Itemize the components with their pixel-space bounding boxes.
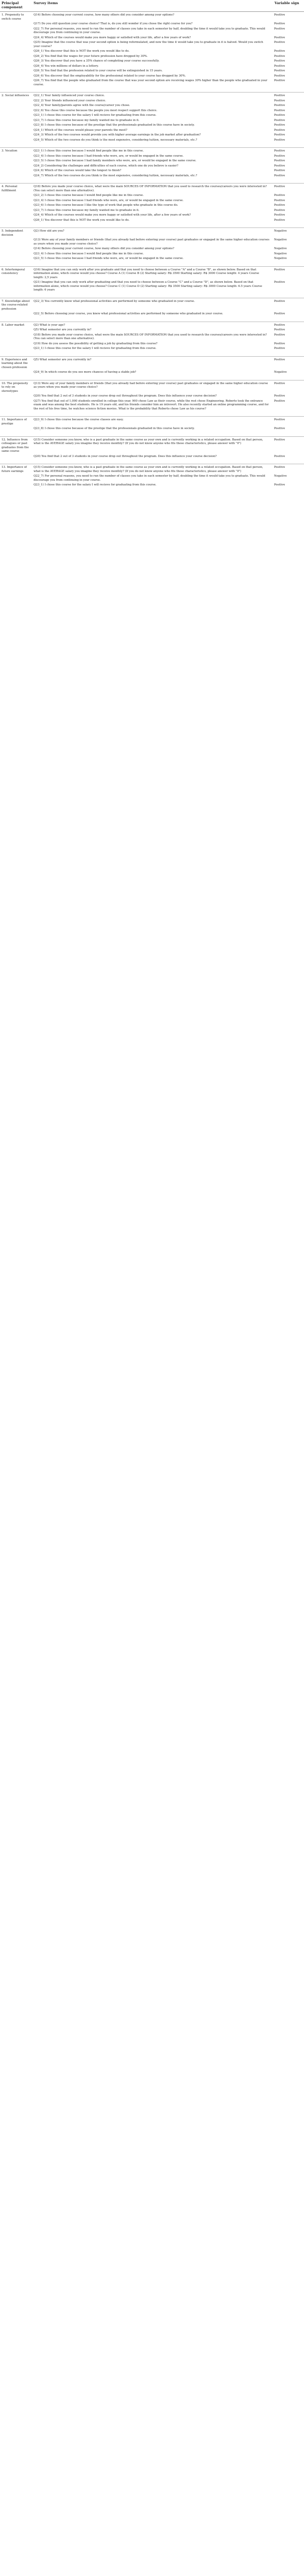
table-row (0, 346, 304, 356)
variable-sign-cell: Positive (274, 27, 285, 31)
table-row (0, 118, 304, 124)
empty-component-cell (0, 133, 32, 138)
empty-component-cell (0, 399, 32, 417)
empty-component-cell (0, 22, 32, 27)
variable-sign-cell: Negative (274, 247, 287, 250)
survey-item-cell: Q22_5) Before choosing your course, you knew what professional activities are performed by someone who graduated in your course. (34, 312, 223, 315)
table-row (0, 133, 304, 138)
principal-component-cell: 3. Vocation (0, 148, 32, 154)
survey-item-cell: Q24_3) Which of the two courses would provide you with higher average earnings in the job market after graduation? (34, 133, 201, 136)
survey-item-cell: Q23_1) I chose this course for the salary I will recieve for graduating from this course. (34, 483, 157, 486)
table-row (0, 79, 304, 93)
variable-sign-cell: Positive (274, 133, 285, 136)
empty-component-cell (0, 154, 32, 159)
empty-component-cell (0, 59, 32, 64)
survey-item-cell: Q23_8) I chose this course because of the prestige that the professionals graduated in this course have in society. (34, 427, 195, 430)
variable-sign-cell: Positive (274, 454, 285, 458)
variable-sign-cell: Negative (273, 228, 304, 238)
survey-item-cell: Q18) Before you made your course choice, what were the main SOURCES OF INFORMATION that you used to research the courses/careers you were interested in? (You can select more than one alternative). (34, 333, 267, 340)
table-row (0, 27, 304, 36)
variable-sign-cell: Positive (274, 54, 285, 58)
table-row (0, 99, 304, 104)
variable-sign-cell: Positive (274, 118, 285, 122)
survey-item-cell: Q24_4) Which of the courses would make you more happy or satisfied with your life, after a few years of work? (34, 214, 191, 217)
table-row (0, 312, 304, 322)
table-row (0, 74, 304, 79)
empty-component-cell (0, 164, 32, 169)
table-row (0, 40, 304, 49)
variable-sign-cell: Negative (274, 252, 287, 255)
table-row (0, 22, 304, 27)
survey-item-cell: Q21) Imagine that you can only work after graduating and that you need to choose between a Course "C" and a Course "D", as shown below. Based on that information alone, which course would you choose? Course C (1) Course D (2) Starting salary: R$ 3500 Starting salary: R$ 3000 Course length: 6.5 years Course length: 6 years (34, 281, 262, 292)
survey-item-cell: Q16) Imagine that you can only work after you graduate and that you need to choose between a Course "A" and a Course "B", as shown below. Based on that information alone, which course would you choose? Course A (1) Course B (2) Starting salary: R$ 3500 Starting salary: R$ 3000 Course length: 4 years Course length: 2,5 years (32, 266, 273, 280)
survey-item-cell: Q26_5) You find that the profession related to your course will be extinguished in 15 years. (34, 69, 163, 72)
table-row (0, 123, 304, 128)
table-row (0, 394, 304, 399)
empty-component-cell (0, 103, 32, 109)
table-row (0, 36, 304, 41)
survey-item-cell: Q13) Were any of your family members or friends (that you already had before entering your course) past graduates or engaged in the same higher education courses as yours when you made your course choice? (34, 238, 270, 246)
empty-component-cell (0, 49, 32, 54)
variable-sign-cell: Negative (274, 257, 287, 260)
survey-item-cell: Q14) Before choosing your current course, how many others did you consider among your options? (34, 247, 174, 250)
table-body (0, 12, 304, 493)
survey-item-cell: Q23_8) I chose this course because of the prestige that the professionals graduated in this course have in society. (34, 124, 195, 127)
empty-component-cell (0, 159, 32, 164)
variable-sign-cell: Positive (274, 394, 285, 398)
empty-component-cell (0, 74, 32, 79)
survey-item-cell: Q22_4) Your family/parents agree with the course/career you chose. (34, 104, 130, 107)
variable-sign-cell: Positive (274, 208, 285, 212)
table-row (0, 228, 304, 238)
empty-component-cell (0, 342, 32, 347)
principal-component-cell: 13. Importance of future earnings (0, 464, 32, 475)
survey-item-cell: Q24_9) In which course do you see more chances of having a stable job? (34, 371, 136, 374)
survey-item-cell: Q20) You find that 2 out of 3 students in your course drop out throughout the program. Does this influence your course decision? (34, 394, 217, 398)
table-row (0, 169, 304, 174)
variable-sign-cell: Positive (273, 184, 304, 194)
variable-sign-cell: Positive (273, 322, 304, 328)
header-principal-component: Principal component (0, 0, 32, 12)
header-survey-items: Survey items (32, 0, 273, 12)
survey-item-cell: Q23_4) I chose this course because I would find people like me in this course. (34, 252, 144, 255)
variable-sign-cell: Positive (274, 159, 285, 162)
empty-component-cell (0, 394, 32, 399)
variable-sign-cell: Positive (274, 59, 285, 63)
survey-item-cell: Q23_2) I chose this course because I would find people like me in this course. (34, 194, 144, 197)
survey-item-cell: Q23_7) I chose this course because my family wanted me to graduate in it. (34, 118, 140, 122)
table-row (0, 59, 304, 64)
table-row (0, 426, 304, 436)
empty-component-cell (0, 256, 32, 266)
empty-component-cell (0, 118, 32, 124)
variable-sign-cell: Positive (274, 22, 285, 25)
variable-sign-cell: Positive (274, 483, 285, 486)
empty-component-cell (0, 193, 32, 199)
survey-item-cell: Q26_1) You discover that this is NOT the work you would like to do. (34, 50, 130, 53)
table-row (0, 128, 304, 133)
variable-sign-cell: Positive (273, 464, 304, 475)
variable-sign-cell: Positive (274, 124, 285, 127)
table-row (0, 12, 304, 22)
survey-item-cell: Q23_9) I chose this course because the course classes are easy. (32, 417, 273, 427)
table-row (0, 298, 304, 312)
survey-item-cell: Q23_7) I chose this course because my family wanted me to graduate in it. (34, 208, 140, 212)
empty-component-cell (0, 54, 32, 59)
survey-item-cell: Q22_2) Your friends influenced your course choice. (34, 99, 106, 102)
empty-component-cell (0, 36, 32, 41)
survey-item-cell: Q26_7) You find that the people who graduated from the course that was your second option are receiving wages 30% higher than the people who graduated in your course. (34, 79, 268, 86)
variable-sign-cell: Positive (274, 69, 285, 72)
variable-sign-cell: Positive (274, 99, 285, 102)
survey-item-cell: Q22_6) You chose this course because the people you most respect support this choice. (34, 109, 158, 112)
variable-sign-cell: Positive (274, 109, 285, 112)
table-row (0, 93, 304, 99)
survey-item-cell: Q15) Consider someone you know, who is a past graduate in the same course as your own and is currently working in a related occupation. Based on that person, what is the AVERAGE salary you imagine they receive monthly? (If you do not know anyone who fits these characteristics, please answer with "0") (32, 436, 273, 454)
empty-component-cell (0, 280, 32, 298)
empty-component-cell (0, 346, 32, 356)
principal-component-cell: 8. Labor market (0, 322, 32, 328)
survey-item-cell: Q19) How do you assess the possibility of getting a job by graduating from this course? (34, 342, 158, 345)
survey-item-cell: Q18) Before you made your course choice, what were the main SOURCES OF INFORMATION that you used to research the courses/careers you were interested in? (You can select more than one alternative). (32, 184, 273, 194)
empty-component-cell (0, 79, 32, 93)
empty-component-cell (0, 252, 32, 257)
variable-sign-cell: Positive (274, 74, 285, 78)
variable-sign-cell: Positive (274, 218, 285, 222)
survey-item-cell: Q26_1) You discover that this is NOT the work you would like to do. (34, 218, 130, 222)
empty-component-cell (0, 174, 32, 184)
principal-component-cell: 12. Influence from colleagues or past graduates from the same course (0, 436, 32, 454)
survey-item-cell: Q23_1) I chose this course for the salary I will recieve for graduating from this course. (34, 114, 157, 117)
table-row (0, 333, 304, 342)
empty-component-cell (0, 426, 32, 436)
table-row (0, 464, 304, 475)
table-row (0, 342, 304, 347)
variable-sign-cell: Positive (274, 174, 285, 177)
table-row (0, 208, 304, 214)
empty-component-cell (0, 218, 32, 228)
empty-component-cell (0, 208, 32, 214)
empty-component-cell (0, 370, 32, 380)
survey-item-cell: Q20) You find that 2 out of 3 students in your course drop out throughout the program. Does this influence your course decision? (34, 454, 217, 458)
table-row (0, 213, 304, 218)
table-row (0, 454, 304, 464)
table-row (0, 174, 304, 184)
table-row (0, 322, 304, 328)
variable-sign-cell: Positive (273, 356, 304, 370)
survey-item-cell: Q23_5) I chose this course because I had friends who were, are, or would be engaged in the same course. (34, 257, 184, 260)
table-row (0, 218, 304, 228)
table-row (0, 328, 304, 333)
table-row (0, 103, 304, 109)
table-row (0, 113, 304, 118)
empty-component-cell (0, 247, 32, 252)
variable-sign-cell: Positive (274, 154, 285, 158)
table-row (0, 49, 304, 54)
empty-component-cell (0, 328, 32, 333)
table-row (0, 247, 304, 252)
variable-sign-cell: Positive (274, 427, 285, 430)
table-row (0, 280, 304, 298)
table-row (0, 164, 304, 169)
survey-item-cell: Q5) What semester are you currently in? (34, 328, 92, 331)
empty-component-cell (0, 454, 32, 464)
table-row (0, 54, 304, 59)
variable-sign-cell: Positive (274, 204, 285, 207)
empty-component-cell (0, 64, 32, 69)
principal-component-cell: 7. Knowledge about the course-related profession (0, 298, 32, 312)
table-row (0, 138, 304, 148)
variable-sign-cell: Positive (273, 148, 304, 154)
empty-component-cell (0, 203, 32, 208)
table-row (0, 159, 304, 164)
principal-component-cell: 6. Intertemporal consistency (0, 266, 32, 280)
survey-item-cell: Q23_1) I chose this course for the salary I will recieve for graduating from this course. (34, 347, 157, 350)
table-row (0, 436, 304, 454)
survey-item-cell: Q27) You find that out of 1,000 students enrolled in college this year, 900 chose Law as their course, while the rest chose Engineering. Roberto took the entrance exam and was among the best students. He is 19 years old, and his friends consider him an introvert. He also recently started an online programming course, and for the rest of his free time, he watches science fiction movies. What is the probability that Roberto chose Law as his course? (34, 399, 269, 410)
survey-item-cell: Q24_1) Which of the courses would please your parents the most? (34, 128, 128, 132)
variable-sign-cell: Positive (274, 128, 285, 132)
survey-item-cell: Q24_6) Which of the courses would take the longest to finish? (34, 169, 121, 172)
survey-item-cell: Q22_3) You currently know what professional activities are performed by someone who graduated in your course. (32, 298, 273, 312)
empty-component-cell (0, 69, 32, 74)
variable-sign-cell: Positive (274, 347, 285, 350)
empty-component-cell (0, 40, 32, 49)
empty-component-cell (0, 113, 32, 118)
empty-component-cell (0, 99, 32, 104)
table-row (0, 356, 304, 370)
table-row (0, 370, 304, 380)
variable-sign-cell: Positive (273, 93, 304, 99)
document (0, 0, 304, 493)
principal-component-cell: 4. Personal fulfillment (0, 184, 32, 194)
variable-sign-cell: Positive (274, 328, 285, 331)
survey-item-cell: Q23_1) I chose this course because I would find people like me in this course. (32, 148, 273, 154)
table-row (0, 417, 304, 427)
variable-sign-cell: Positive (273, 298, 304, 312)
table-row (0, 474, 304, 483)
variable-sign-cell: Positive (274, 399, 285, 403)
survey-item-cell: Q15) Consider someone you know, who is a past graduate in the same course as your own and is currently working in a related occupation. Based on that person, what is the AVERAGE salary you imagine they receive monthly? (If you do not know anyone who fits these characteristics, please answer with "0") (32, 464, 273, 475)
table-row (0, 266, 304, 280)
survey-item-cell: Q26_3) You discover that you have a 35% chance of completing your course successfully. (34, 59, 160, 63)
survey-item-cell: Q24_7) Which of the two courses do you think is the most expensive, considering tuition, necessary materials, etc.? (34, 174, 197, 177)
survey-item-cell: Q25) Imagine that the course that was your second option is being reformulated, and now the time it would take you to graduate in it is halved. Would you switch your course? (34, 41, 263, 48)
principal-component-cell: 5. Independent decision (0, 228, 32, 238)
survey-item-cell: Q5) What semester are you currently in? (32, 356, 273, 370)
table-row (0, 64, 304, 69)
survey-item-cell: Q14) Before choosing your current course, how many others did you consider among your options? (32, 12, 273, 22)
table-row (0, 483, 304, 493)
empty-component-cell (0, 474, 32, 483)
survey-item-cell: Q26_2) You find that the wages for your future profession have dropped by 30%. (34, 54, 148, 58)
variable-sign-cell: Positive (274, 214, 285, 217)
empty-component-cell (0, 27, 32, 36)
variable-sign-cell: Positive (274, 281, 285, 284)
variable-sign-cell: Positive (274, 312, 285, 315)
survey-item-cell: Q13) Were any of your family members or friends (that you already had before entering your course) past graduates or engaged in the same higher education course as yours when you made your course choice? (32, 380, 273, 394)
survey-item-cell: Q2) How old are you? (32, 228, 273, 238)
variable-sign-cell: Negative (274, 475, 287, 478)
principal-component-cell: 1. Propensity to switch course (0, 12, 32, 22)
survey-item-cell: Q17) Do you still question your course choice? That is, do you still wonder if you chose the right course for you? (34, 22, 193, 25)
table-row (0, 380, 304, 394)
survey-item-cell: Q24_2) Considering the challenges and difficulties of each course, which one do you believe is easier? (34, 164, 178, 167)
variable-sign-cell: Negative (274, 238, 287, 241)
survey-components-table (0, 0, 304, 493)
principal-component-cell: 2. Social influences (0, 93, 32, 99)
empty-component-cell (0, 169, 32, 174)
empty-component-cell (0, 123, 32, 128)
table-row (0, 148, 304, 154)
variable-sign-cell: Positive (274, 164, 285, 167)
empty-component-cell (0, 128, 32, 133)
variable-sign-cell: Positive (273, 266, 304, 280)
survey-item-cell: Q23_5) I chose this course because I had family members who were, are, or would be engaged in the same course. (34, 159, 196, 162)
table-row (0, 199, 304, 204)
table-row (0, 154, 304, 159)
empty-component-cell (0, 199, 32, 204)
survey-item-cell: Q23_4) I chose this course because I had friends who were, are, or would be engaged in the same course. (34, 154, 184, 158)
variable-sign-cell: Positive (274, 138, 285, 142)
survey-item-cell: Q24_5) Which of the two courses do you think is the most expensive, considering tuition, necessary materials, etc.? (34, 138, 197, 142)
variable-sign-cell: Positive (273, 12, 304, 22)
survey-item-cell: Q24_4) Which of the courses would make you more happy or satisfied with your life, after a few years of work? (34, 36, 191, 39)
survey-item-cell: Q22_1) Your family influenced your course choice. (32, 93, 273, 99)
table-row (0, 252, 304, 257)
survey-item-cell: Q26_4) You win millions of dollars in a lottery. (34, 64, 99, 68)
table-header-row (0, 0, 304, 12)
table-row (0, 238, 304, 247)
variable-sign-cell: Positive (274, 194, 285, 197)
table-row (0, 109, 304, 114)
empty-component-cell (0, 109, 32, 114)
survey-item-cell: Q22_7) For personal reasons, you need to run the number of classes you take in each semester by half, doubling the time it would take you to graduate. This would discourage you from continuing in your course. (34, 475, 265, 482)
survey-item-cell: Q23_6) I chose this course because I like the type of work that people who graduate in this course do. (34, 204, 178, 207)
variable-sign-cell: Positive (273, 436, 304, 454)
empty-component-cell (0, 333, 32, 342)
variable-sign-cell: Positive (274, 342, 285, 345)
variable-sign-cell: Positive (274, 36, 285, 39)
principal-component-cell: 10. The propensity to rely on stereotypes (0, 380, 32, 394)
principal-component-cell: 11. Importance of prestige (0, 417, 32, 427)
survey-item-cell: Q22_7) For personal reasons, you need to run the number of classes you take in each semester by half, doubling the time it would take you to graduate. This would discourage you from continuing in your course. (34, 27, 265, 34)
table-row (0, 184, 304, 194)
table-row (0, 399, 304, 417)
survey-item-cell: Q26_6) You discover that the employability for the professional related to your course has dropped by 30%. (34, 74, 186, 78)
variable-sign-cell: Positive (273, 380, 304, 394)
table-row (0, 256, 304, 266)
table-row (0, 193, 304, 199)
variable-sign-cell: Positive (274, 169, 285, 172)
empty-component-cell (0, 213, 32, 218)
variable-sign-cell: Positive (274, 50, 285, 53)
variable-sign-cell: Positive (274, 64, 285, 68)
survey-item-cell: Q2) What is your age? (32, 322, 273, 328)
empty-component-cell (0, 312, 32, 322)
principal-component-cell: 9. Experience and learning about the chosen profession (0, 356, 32, 370)
variable-sign-cell: Positive (274, 199, 285, 202)
empty-component-cell (0, 238, 32, 247)
variable-sign-cell: Positive (273, 417, 304, 427)
empty-component-cell (0, 138, 32, 148)
variable-sign-cell: Positive (274, 104, 285, 107)
variable-sign-cell: Positive (274, 114, 285, 117)
variable-sign-cell: Positive (274, 41, 285, 44)
empty-component-cell (0, 483, 32, 493)
survey-item-cell: Q23_4) I chose this course because I had friends who were, are, or would be engaged in the same course. (34, 199, 184, 202)
variable-sign-cell: Negative (274, 371, 287, 374)
header-variable-sign: Variable sign (273, 0, 304, 12)
variable-sign-cell: Positive (274, 333, 285, 337)
variable-sign-cell: Positive (274, 79, 285, 82)
table-row (0, 203, 304, 208)
table-row (0, 69, 304, 74)
